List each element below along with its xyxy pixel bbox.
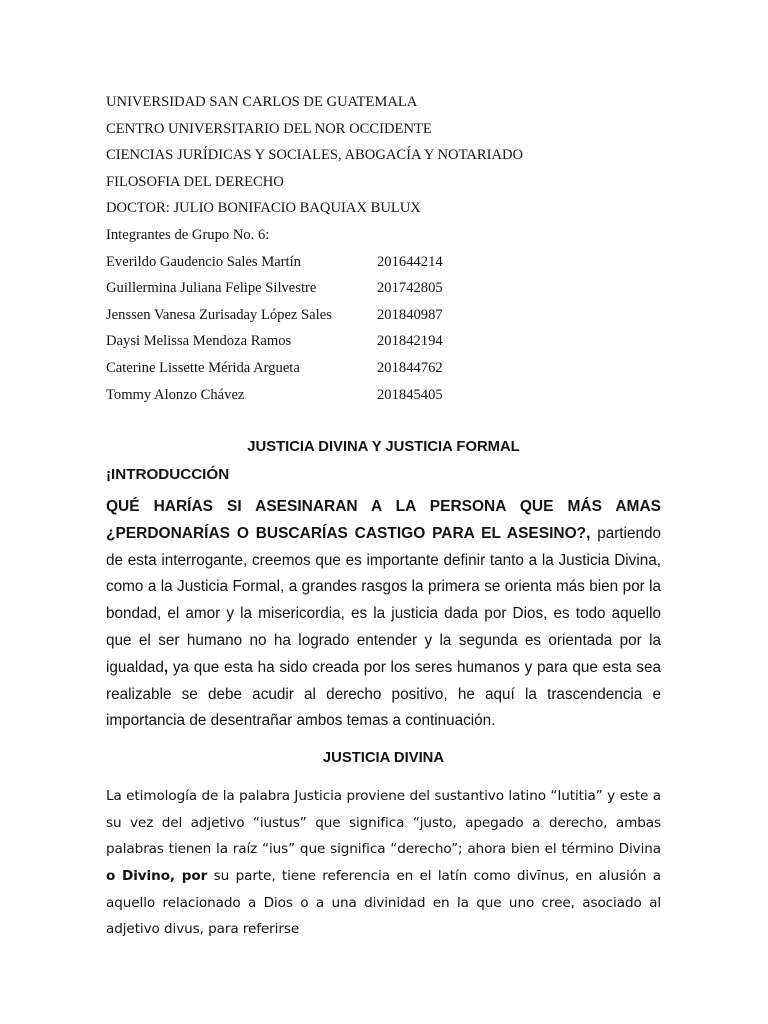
member-id: 201842194 [377, 333, 443, 350]
member-id: 201742805 [377, 280, 443, 297]
member-name: Guillermina Juliana Felipe Silvestre [106, 280, 317, 297]
section-bold-text: o Divino, por [106, 867, 208, 884]
member-id: 201845405 [377, 386, 443, 403]
member-name: Tommy Alonzo Chávez [106, 386, 245, 403]
member-row [106, 328, 666, 355]
document-title: JUSTICIA DIVINA Y JUSTICIA FORMAL [247, 439, 520, 455]
section-text-continued: su parte, tiene referencia en el latín como divīnus, en alusión a aquello relacionado a Dios o a una divinidad en la que uno cree, asociado al adjetivo divus, para referirse [106, 867, 661, 938]
professor-name: DOCTOR: JULIO BONIFACIO BAQUIAX BULUX [106, 200, 421, 217]
member-name: Caterine Lissette Mérida Argueta [106, 359, 300, 376]
member-row [106, 355, 666, 382]
introduction-question: QUÉ HARÍAS SI ASESINARAN A LA PERSONA QUE MÁS AMAS ¿PERDONARÍAS O BUSCARÍAS CASTIGO PARA EL ASESINO?, [106, 498, 661, 542]
member-row [106, 275, 666, 302]
member-name: Everildo Gaudencio Sales Martín [106, 253, 301, 270]
university-name: UNIVERSIDAD SAN CARLOS DE GUATEMALA [106, 94, 418, 110]
section-text: La etimología de la palabra Justicia proviene del sustantivo latino “Iutitia” y este a su vez del adjetivo “iustus” que significa “justo, apegado a derecho, ambas palabras tienen la raíz “ius” que significa “derecho”; ahora bien el término Divina [106, 788, 661, 858]
course-name: FILOSOFIA DEL DERECHO [106, 173, 284, 190]
section-heading-justicia-divina: JUSTICIA DIVINA [322, 750, 445, 767]
document-header [106, 89, 666, 408]
group-label: Integrantes de Grupo No. 6: [106, 226, 270, 243]
member-id: 201644214 [377, 253, 443, 270]
introduction-text: partiendo de esta interrogante, creemos que es importante definir tanto a la Justicia Divina, como a la Justicia Formal, a grandes rasgos la primera se orienta más bien por la bondad, el amor y la misericordia, es la justicia dada por Dios, es todo aquello que el ser humano no ha logrado entender y la segunda es orientada por la igualdad [106, 524, 661, 676]
member-row [106, 249, 666, 276]
member-row [106, 302, 666, 329]
member-id: 201840987 [377, 306, 443, 323]
faculty-name: CIENCIAS JURÍDICAS Y SOCIALES, ABOGACÍA Y NOTARIADO [106, 147, 524, 164]
campus-name: CENTRO UNIVERSITARIO DEL NOR OCCIDENTE [106, 120, 432, 137]
member-id: 201844762 [377, 359, 443, 376]
introduction-bold-comma: , [163, 658, 169, 676]
section-paragraph [106, 783, 661, 943]
member-name: Daysi Melissa Mendoza Ramos [106, 333, 292, 350]
introduction-paragraph [106, 494, 661, 735]
member-row [106, 382, 666, 409]
introduction-text-continued: ya que esta ha sido creada por los seres humanos y para que esta sea realizable se debe acudir al derecho positivo, he aquí la trascendencia e importancia de desentrañar ambos temas a continuación. [106, 658, 661, 730]
introduction-heading: ¡INTRODUCCIÓN [106, 466, 230, 483]
document-body [106, 436, 661, 943]
member-name: Jenssen Vanesa Zurisaday López Sales [106, 306, 332, 323]
